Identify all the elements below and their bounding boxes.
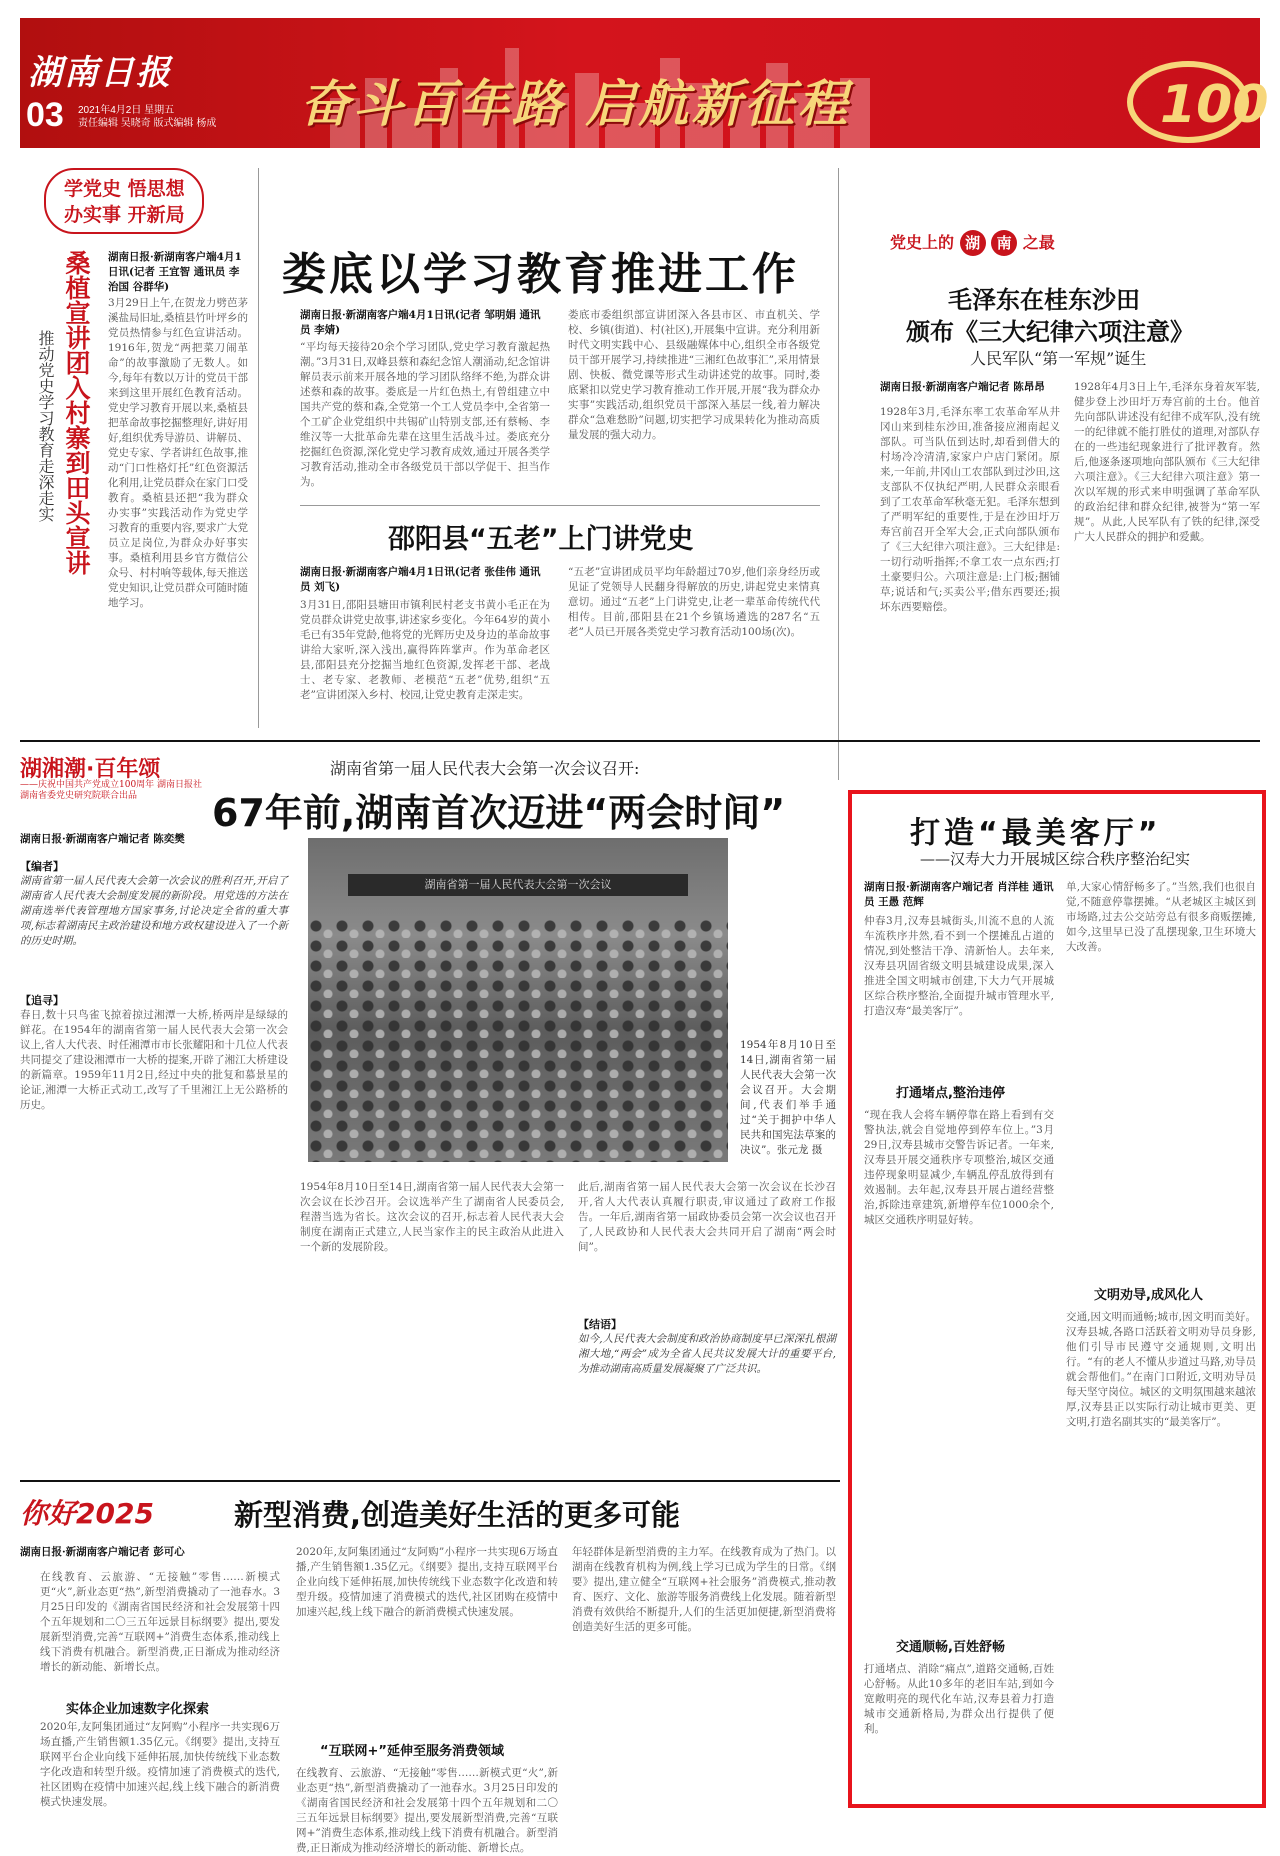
hanshou-body3: 交通,因文明而通畅;城市,因文明而美好。汉寿县城,各路口活跃着文明劝导员身影,他们引导市民遵守交通规则,文明出行。“有的老人不懂从步道过马路,劝导员就会帮他们。”在南门口附近,文明劝导员每天坚守岗位。城区的文明氛围越来越浓厚,汉寿县正以实际行动让城市更美、更文明,打造名副其实的“最美客厅”。 xyxy=(1066,1311,1256,1428)
date-line xyxy=(78,104,216,130)
hanshou-body2: 打通堵点、消除“痛点”,道路交通畅,百姓心舒畅。从此10多年的老旧车站,到如今宽敞明亮的现代化车站,汉寿县着力打造城市交通新格局,为群众出行提供了便利。 xyxy=(864,1663,1054,1735)
badge-suffix: 之最 xyxy=(1022,233,1055,252)
mao-body-col2: 1928年4月3日上午,毛泽东身着灰军装,健步登上沙田圩万寿宫前的土台。他首先向部队讲述没有纪律不成军队,没有统一的纪律就不能打胜仗的道理,对部队存在的一些违纪现象进行了批评教育。然后,他逐条逐项地向部队颁布《三大纪律六项注意》。《三大纪律六项注意》第一次以军规的形式来申明强调了革命军队的政治纪律和群众纪律,被誉为“第一军规”。从此,人民军队有了铁的纪律,深受广大人民群众的拥护和爱戴。 xyxy=(1074,381,1260,543)
trace-label: 【追寻】 xyxy=(20,994,64,1007)
consumption-body-col1: 在线教育、云旅游、“无接触”零售……新模式更“火”,新业态更“热”,新型消费撬动了一池春水。3月25日印发的《湖南省国民经济和社会发展第十四个五年规划和二〇三五年远景目标纲要》提出,要发展新型消费,完善“互联网+”消费生态体系,推动线上线下消费有机融合。新型消费,正日渐成为推动经济增长的新动能、新增长点。 xyxy=(40,1571,280,1673)
loudi-body-col1: “平均每天接待20余个学习团队,党史学习教育激起热潮。”3月31日,双峰县蔡和森纪念馆人潮涌动,纪念馆讲解员表示前来开展各地的学习团队络绎不绝,为群众讲述蔡和森的故事。娄底是一片红色热土,有曾组建立中国共产党的蔡和森,全党第一个工人党员李中,全省第一个工矿企业党组织中共锡矿山特别支部,还有蔡畅、李维汉等一大批革命先辈在这里生活战斗过。娄底充分挖掘红色资源,深化党史学习教育成效,通过开展各类学习教育活动,推动全市各级党员干部以学促干、担当作为。 xyxy=(300,341,550,488)
consumption-body-col2: 2020年,友阿集团通过“友阿购”小程序一共实现6万场直播,产生销售额1.35亿元。《纲要》提出,支持互联网平台企业向线下延伸拓展,加快传统线下业态数字化改造和转型升级。疫情加速了消费模式的迭代,社区团购在疫情中加速兴起,线上线下融合的新消费模式快速发展。 xyxy=(296,1546,558,1618)
mao-headline-line2: 颁布《三大纪律六项注意》 xyxy=(906,318,1194,346)
consumption-body-col3: 年轻群体是新型消费的主力军。在线教育成为了热门。以湖南在线教育机构为例,线上学习已成为学生的日常。《纲要》提出,建立健全“互联网+社会服务”消费模式,推动教育、医疗、文化、旅游等服务消费线上化发展。随着新型消费有效供给不断提升,人们的生活更加便捷,新型消费将创造美好生活的更多可能。 xyxy=(572,1546,836,1633)
consumption-subhead1: 实体企业加速数字化探索 xyxy=(66,1702,210,1717)
badge-circle-2: 南 xyxy=(991,230,1017,256)
editor-note: 湖南省第一届人民代表大会第一次会议的胜利召开,开启了湖南省人民代表大会制度发展的新阶段。用党选的方法在湖南选举代表管理地方国家事务,讨论决定全省的重大事项,标志着湖南民主政治建设和地方政权建设进入了一个新的历史时期。 xyxy=(20,875,288,947)
lianghui-body-col1: 春日,数十只鸟雀飞掠着掠过湘潭一大桥,桥两岸是绿绿的鲜花。在1954年的湖南省第一届人民代表大会第一次会议上,省人大代表、时任湘潭市市长张耀阳和十几位人代表共同提交了建设湘潭市一大桥的提案,开辟了湘江大桥建设的新篇章。1959年11月2日,经过中央的批复和慕景星的论证,湘潭一大桥正式动工,改写了千里湘江上无公路桥的历史。 xyxy=(20,1009,288,1111)
lianghui-body-col2: 1954年8月10日至14日,湖南省第一届人民代表大会第一次会议在长沙召开。会议选举产生了湖南省人民委员会,程潜当选为省长。这次会议的召开,标志着人民代表大会制度在湖南正式建立,人民当家作主的民主政治从此进入一个新的发展阶段。 xyxy=(300,1181,564,1253)
crowd-texture xyxy=(308,918,728,1162)
dangshi-zhizui-badge xyxy=(890,230,1055,256)
editor-credits: 责任编辑 吴晓奇 版式编辑 杨成 xyxy=(78,118,217,129)
hanshou-col2-top: 单,大家心情舒畅多了。”当然,我们也很自觉,不随意停靠摆摊。“从老城区主城区到市场路,过去公交站旁总有很多商贩摆摊,如今,这里早已没了乱摆现象,卫生环境大大改善。 xyxy=(1066,881,1256,953)
hanshou-subhead1: 打通堵点,整治违停 xyxy=(896,1086,1005,1101)
mao-headline-line1: 毛泽东在桂东沙田 xyxy=(948,286,1140,314)
article-divider xyxy=(300,505,820,506)
section-badge-line2: 办实事 开新局 xyxy=(64,204,185,226)
column-divider xyxy=(258,168,259,728)
hanshou-byline: 湖南日报·新湖南客户端记者 肖洋桂 通讯员 王愚 范辉 xyxy=(864,881,1054,908)
mao-subtitle: 人民军队“第一军规”诞生 xyxy=(970,349,1147,368)
shaoyang-headline: 邵阳县“五老”上门讲党史 xyxy=(388,524,694,555)
nihao-2025-badge: 你好2025 xyxy=(20,1497,154,1530)
consumption-body-col2b: 在线教育、云旅游、“无接触”零售……新模式更“火”,新业态更“热”,新型消费撬动了一池春水。3月25日印发的《湖南省国民经济和社会发展第十四个五年规划和二〇三五年远景目标纲要》提出,要发展新型消费,完善“互联网+”消费生态体系,推动线上线下消费有机融合。新型消费,正日渐成为推动经济增长的新动能、新增长点。 xyxy=(296,1767,558,1854)
section-divider xyxy=(20,1480,840,1482)
hunan-chao-section-title: 湖湘潮·百年颂 xyxy=(20,757,161,782)
consumption-body-col1b: 2020年,友阿集团通过“友阿购”小程序一共实现6万场直播,产生销售额1.35亿元。《纲要》提出,支持互联网平台企业向线下延伸拓展,加快传统线下业态数字化改造和转型升级。疫情加速了消费模式的迭代,社区团购在疫情中加速兴起,线上线下融合的新消费模式快速发展。 xyxy=(40,1721,280,1808)
lianghui-headline: 67年前,湖南首次迈进“两会时间” xyxy=(212,791,786,835)
hunan-chao-section-subtitle: ——庆祝中国共产党成立100周年 湖南日报社 湖南省委党史研究院联合出品 xyxy=(20,780,203,801)
sangzhi-subtitle: 推动党史学习教育走深走实 xyxy=(36,330,55,522)
consumption-subhead2: “互联网+”延伸至服务消费领域 xyxy=(320,1744,504,1759)
section-divider xyxy=(20,740,1260,742)
date-text: 2021年4月2日 星期五 xyxy=(78,105,175,116)
lianghui-kicker: 湖南省第一届人民代表大会第一次会议召开: xyxy=(330,759,640,778)
shaoyang-body-col2: “五老”宣讲团成员平均年龄超过70岁,他们亲身经历或见证了党领导人民翻身得解放的历史,讲起党史来情真意切。通过“五老”上门讲党史,让老一辈革命传统代代相传。目前,邵阳县在21个乡镇场遴选的287名“五老”人员已开展各类党史学习教育活动100场(次)。 xyxy=(568,566,820,638)
epilogue-label: 【结语】 xyxy=(578,1318,622,1331)
epilogue: 如今,人民代表大会制度和政治协商制度早已深深扎根湖湘大地,“两会”成为全省人民共议发展大计的重要平台,为推动湖南高质量发展凝聚了广泛共识。 xyxy=(578,1333,836,1375)
hanshou-subtitle: ——汉寿大力开展城区综合秩序整治纪实 xyxy=(920,850,1191,868)
lianghui-body-col3: 此后,湖南省第一届人民代表大会第一次会议在长沙召开,省人大代表认真履行职责,审议通过了政府工作报告。一年后,湖南省第一届政协委员会第一次会议也召开了,人民政协和人民代表大会共同开启了湖南“两会时间”。 xyxy=(578,1181,836,1253)
hanshou-subhead3: 文明劝导,成风化人 xyxy=(1094,1288,1203,1303)
lianghui-byline: 湖南日报·新湖南客户端记者 陈奕樊 xyxy=(20,833,185,845)
shaoyang-byline: 湖南日报·新湖南客户端4月1日讯(记者 张佳伟 通讯员 刘飞) xyxy=(300,566,541,593)
sangzhi-body: 3月29日上午,在贺龙力劈芭茅溪盐局旧址,桑植县竹叶坪乡的党员热情参与红色宣讲活动。1916年,贺龙“两把菜刀闹革命”的故事激励了无数人。如今,每年有数以万计的党员干部来到这里开展红色教育活动。党史学习教育开展以来,桑植县把革命故事挖掘整理好,讲好用好,组织优秀导游员、讲解员、党史专家、学者讲红色故事,推动“门口性格灯托”红色资源活化利用,让党员群众在家门口受教育。桑植县还把“我为群众办实事”实践活动作为党史学习教育的重要内容,要求广大党员立足岗位,为群众办好事实事。桑植利用县乡官方微信公众号、村村响等载体,每天推送党史知识,让党员群众可随时随地学习。 xyxy=(108,297,248,609)
shaoyang-body-col1: 3月31日,邵阳县塘田市镇利民村老支书黄小毛正在为党员群众讲党史故事,讲述家乡变化。今年64岁的黄小毛已有35年党龄,他将党的光辉历史及身边的革命故事讲给大家听,深入浅出,赢得阵阵掌声。作为革命老区县,邵阳县充分挖掘当地红色资源,发挥老干部、老战士、老专家、老教师、老模范“五老”优势,组织“五老”宣讲团深入乡村、校园,让党史教育走深走实。 xyxy=(300,599,550,701)
badge-prefix: 党史上的 xyxy=(890,233,955,252)
loudi-body-col2: 娄底市委组织部宣讲团深入各县市区、市直机关、学校、乡镇(街道)、村(社区),开展集中宣讲。充分利用新时代文明实践中心、县级融媒体中心,组织全市各级党员干部开展学习,持续推进“三湘红色故事汇”,采用情景剧、快板、微党课等形式生动讲述党的故事。同时,娄底紧扣以党史学习教育推动工作开展,开展“我为群众办实事”实践活动,组织党员干部深入基层一线,着力解决群众“急难愁盼”问题,切实把学习成果转化为推动高质量发展的强大动力。 xyxy=(568,309,820,441)
photo-caption: 1954年8月10日至14日,湖南省第一届人民代表大会第一次会议召开。大会期间,代表们举手通过“关于拥护中华人民共和国宪法草案的决议”。张元龙 摄 xyxy=(740,1039,836,1156)
consumption-headline: 新型消费,创造美好生活的更多可能 xyxy=(234,1498,681,1532)
mao-body-col1: 1928年3月,毛泽东率工农革命军从井冈山来到桂东沙田,准备接应湘南起义部队。可当队伍到达时,却看到借大的村场冷冷清清,家家户户店门紧闭。原来,一年前,井冈山工农部队到过沙田,这支部队不仅执纪严明,人民群众亲眼看到了工农革命军秋毫无犯。毛泽东想到了严明军纪的重要性,于是在沙田圩万寿宫前召开全军大会,正式向部队颁布了《三大纪律六项注意》。三大纪律是:一切行动听指挥;不拿工农一点东西;打土豪要归公。六项注意是:上门板;捆铺草;说话和气;买卖公平;借东西要还;损坏东西要赔偿。 xyxy=(880,406,1060,613)
consumption-byline: 湖南日报·新湖南客户端记者 彭可心 xyxy=(20,1546,185,1558)
congress-photo xyxy=(308,838,728,1162)
loudi-byline: 湖南日报·新湖南客户端4月1日讯(记者 邹明娟 通讯员 李婧) xyxy=(300,309,541,336)
loudi-headline: 娄底以学习教育推进工作 xyxy=(282,249,799,300)
section-badge-line1: 学党史 悟思想 xyxy=(64,178,185,200)
section-badge xyxy=(44,168,204,234)
mao-byline: 湖南日报·新湖南客户端记者 陈昂昂 xyxy=(880,381,1045,393)
badge-100-text: 100 xyxy=(1160,75,1269,135)
badge-circle: 湖 xyxy=(960,230,986,256)
newspaper-logo: 湖南日报 xyxy=(28,53,172,93)
page-number: 03 xyxy=(26,96,64,134)
masthead-slogan: 奋斗百年路 启航新征程 xyxy=(300,75,851,133)
centenary-100-emblem xyxy=(1100,48,1269,148)
editor-note-label: 【编者】 xyxy=(20,860,64,873)
sangzhi-byline: 湖南日报·新湖南客户端4月1日讯(记者 王宜智 通讯员 李治国 谷群华) xyxy=(108,251,242,293)
column-divider xyxy=(838,168,839,780)
hanshou-intro: 仲春3月,汉寿县城街头,川流不息的人流车流秩序井然,看不到一个摆摊乱占道的情况,到处整洁干净、清新怡人。去年来,汉寿县巩固省级文明县城建设成果,深入推进全国文明城市创建,下大力气开展城区综合秩序整治,全面提升城市管理水平,打造汉寿“最美客厅”。 xyxy=(864,915,1054,1017)
sangzhi-headline: 桑植宣讲团入村寨到田头宣讲 xyxy=(62,250,91,575)
photo-banner: 湖南省第一届人民代表大会第一次会议 xyxy=(348,874,688,896)
hanshou-headline: 打造“最美客厅” xyxy=(910,816,1162,851)
hanshou-body1: “现在我人会将车辆停靠在路上看到有交警执法,就会自觉地停到停车位上。”3月29日,汉寿县城市交警告诉记者。一年来,汉寿县开展交通秩序专项整治,城区交通违停现象明显减少,车辆乱停乱放得到有效遏制。去年起,汉寿县开展占道经营整治,拆除违章建筑,新增停车位1000余个,城区交通秩序明显好转。 xyxy=(864,1109,1054,1226)
hanshou-subhead2: 交通顺畅,百姓舒畅 xyxy=(896,1640,1005,1655)
